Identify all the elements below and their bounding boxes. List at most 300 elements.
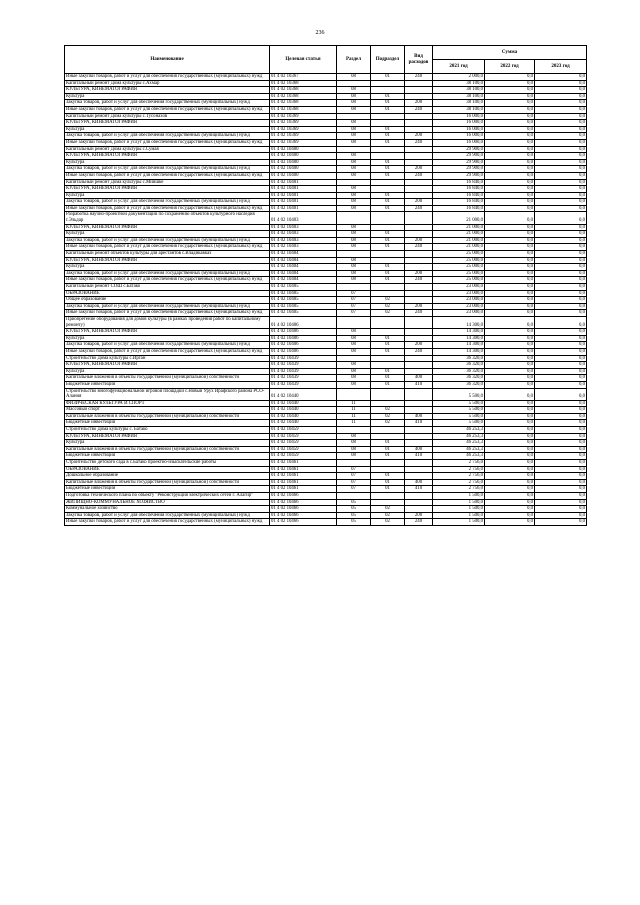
row-subsection: 01 — [371, 106, 405, 113]
row-name: КУЛЬТУРА, КИНЕМАТОГРАФИЯ — [65, 362, 270, 369]
row-target: 01 4 02 10466 — [270, 493, 337, 500]
table-row — [65, 237, 587, 244]
row-target: 01 4 02 10403 — [270, 231, 337, 238]
row-2022: 0,0 — [485, 440, 535, 447]
row-subsection: 01 — [371, 244, 405, 251]
row-target: 01 4 02 10440 — [270, 400, 337, 407]
row-subsection — [371, 316, 405, 328]
row-type — [405, 113, 433, 120]
row-2022: 0,0 — [485, 284, 535, 291]
row-type — [405, 297, 433, 304]
row-target: 01 4 02 10401 — [270, 186, 337, 193]
row-2022: 0,0 — [485, 205, 535, 212]
row-subsection — [371, 186, 405, 193]
row-2021: 14 300,0 — [433, 329, 485, 336]
header-row — [65, 46, 587, 60]
row-section: 11 — [337, 420, 371, 427]
row-subsection: 01 — [371, 473, 405, 480]
row-name: Массовый спорт — [65, 407, 270, 414]
row-2021: 2 756,0 — [433, 466, 485, 473]
row-type: 410 — [405, 453, 433, 460]
row-2022: 0,0 — [485, 139, 535, 146]
row-name: Культура — [65, 264, 270, 271]
row-type — [405, 251, 433, 258]
table-row — [65, 133, 587, 140]
row-2023: 0,0 — [535, 237, 587, 244]
row-type: 240 — [405, 244, 433, 251]
row-target: 01 4 02 10403 — [270, 237, 337, 244]
row-target: 01 4 02 10461 — [270, 486, 337, 493]
row-name: Капитальные вложения в объекты государственной (муниципальной) собственности — [65, 413, 270, 420]
table-row — [65, 277, 587, 284]
row-type — [405, 120, 433, 127]
row-subsection: 01 — [371, 479, 405, 486]
table-row — [65, 368, 587, 375]
row-name: Капитальные вложения в объекты государственной (муниципальной) собственности — [65, 446, 270, 453]
row-subsection — [371, 284, 405, 291]
table-row — [65, 146, 587, 153]
row-name: Закупка товаров, работ и услуг для обеспечения государственных (муниципальных) нужд — [65, 166, 270, 173]
table-row — [65, 310, 587, 317]
row-target: 01 4 02 10367 — [270, 74, 337, 81]
row-2022: 0,0 — [485, 199, 535, 206]
row-section: 08 — [337, 446, 371, 453]
row-name: Бюджетные инвестиции — [65, 420, 270, 427]
row-target: 01 4 02 10400 — [270, 172, 337, 179]
row-subsection: 01 — [371, 166, 405, 173]
table-row — [65, 460, 587, 467]
row-section — [337, 146, 371, 153]
row-2022: 0,0 — [485, 192, 535, 199]
row-2022: 0,0 — [485, 224, 535, 231]
row-type: 400 — [405, 375, 433, 382]
row-section: 08 — [337, 362, 371, 369]
row-2022: 0,0 — [485, 264, 535, 271]
row-type: 240 — [405, 519, 433, 526]
row-name: Закупка товаров, работ и услуг для обеспечения государственных (муниципальных) нужд — [65, 342, 270, 349]
row-type — [405, 80, 433, 87]
row-name: КУЛЬТУРА, КИНЕМАТОГРАФИЯ — [65, 224, 270, 231]
table-row — [65, 284, 587, 291]
row-2021: 23 000,0 — [433, 310, 485, 317]
table-row — [65, 506, 587, 513]
row-2023: 0,0 — [535, 342, 587, 349]
row-section: 08 — [337, 172, 371, 179]
table-row — [65, 440, 587, 447]
row-name: Культура — [65, 159, 270, 166]
row-2021: 25 000,0 — [433, 251, 485, 258]
row-subsection — [371, 212, 405, 224]
row-2022: 0,0 — [485, 375, 535, 382]
row-subsection: 01 — [371, 277, 405, 284]
row-name: КУЛЬТУРА, КИНЕМАТОГРАФИЯ — [65, 153, 270, 160]
table-row — [65, 159, 587, 166]
row-name: Капитальный ремонт Дома культуры с.Ахмар — [65, 80, 270, 87]
table-row — [65, 381, 587, 388]
row-target: 01 4 02 10368 — [270, 93, 337, 100]
row-2021: 5 500,0 — [433, 420, 485, 427]
row-target: 01 4 02 10459 — [270, 440, 337, 447]
row-subsection — [371, 466, 405, 473]
row-name: Иные закупки товаров, работ и услуг для обеспечения государственных (муниципальных) нужд — [65, 310, 270, 317]
row-2022: 0,0 — [485, 231, 535, 238]
row-2023: 0,0 — [535, 231, 587, 238]
row-type — [405, 466, 433, 473]
row-target: 01 4 02 10403 — [270, 244, 337, 251]
row-2023: 0,0 — [535, 400, 587, 407]
page-number: 236 — [315, 30, 325, 36]
header-section: Раздел — [337, 46, 371, 74]
row-2023: 0,0 — [535, 74, 587, 81]
row-2021: 25 000,0 — [433, 277, 485, 284]
row-2022: 0,0 — [485, 159, 535, 166]
row-section: 08 — [337, 257, 371, 264]
row-type — [405, 212, 433, 224]
row-2021: 23 000,0 — [433, 297, 485, 304]
row-section: 05 — [337, 512, 371, 519]
row-2021: 5 500,0 — [433, 400, 485, 407]
table-row — [65, 493, 587, 500]
row-2022: 0,0 — [485, 172, 535, 179]
row-type: 240 — [405, 205, 433, 212]
row-target: 01 4 02 10459 — [270, 453, 337, 460]
row-type: 200 — [405, 133, 433, 140]
row-subsection: 01 — [371, 93, 405, 100]
row-2021: 21 000,0 — [433, 231, 485, 238]
row-name: Строительство Дома культуры с. Батако — [65, 427, 270, 434]
row-2023: 0,0 — [535, 303, 587, 310]
row-section — [337, 493, 371, 500]
row-subsection: 01 — [371, 231, 405, 238]
row-name: Иные закупки товаров, работ и услуг для обеспечения государственных (муниципальных) нужд — [65, 519, 270, 526]
row-2021: 36 320,0 — [433, 355, 485, 362]
row-subsection — [371, 493, 405, 500]
row-2022: 0,0 — [485, 453, 535, 460]
row-type: 410 — [405, 486, 433, 493]
row-target: 01 4 02 10439 — [270, 355, 337, 362]
row-2021: 25 000,0 — [433, 257, 485, 264]
row-2021: 46 253,3 — [433, 433, 485, 440]
row-target: 01 4 02 10466 — [270, 499, 337, 506]
row-2023: 0,0 — [535, 420, 587, 427]
header-sum: Сумма — [433, 46, 587, 60]
row-target: 01 4 02 10404 — [270, 277, 337, 284]
row-target: 01 4 02 10439 — [270, 381, 337, 388]
row-subsection: 01 — [371, 74, 405, 81]
row-subsection: 02 — [371, 303, 405, 310]
row-2023: 0,0 — [535, 192, 587, 199]
row-section: 08 — [337, 133, 371, 140]
row-2023: 0,0 — [535, 120, 587, 127]
row-target: 01 4 02 10459 — [270, 427, 337, 434]
row-section — [337, 80, 371, 87]
row-2021: 38 100,0 — [433, 87, 485, 94]
row-target: 01 4 02 10404 — [270, 264, 337, 271]
row-target: 01 4 02 10368 — [270, 87, 337, 94]
row-name: Иные закупки товаров, работ и услуг для обеспечения государственных (муниципальных) нужд — [65, 106, 270, 113]
row-2022: 0,0 — [485, 212, 535, 224]
row-subsection: 02 — [371, 297, 405, 304]
row-section: 08 — [337, 166, 371, 173]
row-2023: 0,0 — [535, 133, 587, 140]
row-2023: 0,0 — [535, 348, 587, 355]
row-2023: 0,0 — [535, 499, 587, 506]
row-2023: 0,0 — [535, 473, 587, 480]
row-type — [405, 264, 433, 271]
table-row — [65, 355, 587, 362]
row-name: Дошкольное образование — [65, 473, 270, 480]
header-type: Вид расходов — [405, 46, 433, 74]
row-subsection — [371, 433, 405, 440]
row-2023: 0,0 — [535, 277, 587, 284]
row-2021: 36 320,0 — [433, 362, 485, 369]
row-section: 07 — [337, 473, 371, 480]
table-row — [65, 199, 587, 206]
row-name: КУЛЬТУРА, КИНЕМАТОГРАФИЯ — [65, 186, 270, 193]
row-type: 410 — [405, 420, 433, 427]
row-type — [405, 192, 433, 199]
table-row — [65, 362, 587, 369]
row-subsection: 01 — [371, 172, 405, 179]
row-type — [405, 506, 433, 513]
row-2021: 16 000,0 — [433, 113, 485, 120]
row-2023: 0,0 — [535, 199, 587, 206]
row-section — [337, 113, 371, 120]
row-section: 08 — [337, 335, 371, 342]
row-section: 08 — [337, 368, 371, 375]
row-2021: 16 840,0 — [433, 205, 485, 212]
row-2022: 0,0 — [485, 381, 535, 388]
row-type — [405, 388, 433, 400]
row-subsection — [371, 224, 405, 231]
row-section: 08 — [337, 264, 371, 271]
row-2021: 46 253,3 — [433, 446, 485, 453]
table-row — [65, 453, 587, 460]
row-2022: 0,0 — [485, 106, 535, 113]
row-name: Закупка товаров, работ и услуг для обеспечения государственных (муниципальных) нужд — [65, 133, 270, 140]
row-type — [405, 427, 433, 434]
row-target: 01 4 02 10369 — [270, 133, 337, 140]
row-2021: 23 000,0 — [433, 284, 485, 291]
row-section: 08 — [337, 237, 371, 244]
row-target: 01 4 02 10440 — [270, 407, 337, 414]
row-target: 01 4 02 10404 — [270, 251, 337, 258]
row-name: Закупка товаров, работ и услуг для обеспечения государственных (муниципальных) нужд — [65, 303, 270, 310]
row-2023: 0,0 — [535, 212, 587, 224]
row-2021: 36 320,0 — [433, 368, 485, 375]
row-2023: 0,0 — [535, 205, 587, 212]
row-target: 01 4 02 10406 — [270, 335, 337, 342]
header-subsection: Подраздел — [371, 46, 405, 74]
row-2023: 0,0 — [535, 290, 587, 297]
row-2023: 0,0 — [535, 100, 587, 107]
row-name: Культура — [65, 368, 270, 375]
row-name: Строительство многофункциональной игровой площадки с.Новый Урух Ирафского района РСО-Алания — [65, 388, 270, 400]
table-row — [65, 224, 587, 231]
row-section: 07 — [337, 310, 371, 317]
row-2022: 0,0 — [485, 93, 535, 100]
row-name: ЖИЛИЩНО-КОММУНАЛЬНОЕ ХОЗЯЙСТВО — [65, 499, 270, 506]
row-section: 11 — [337, 407, 371, 414]
row-subsection: 01 — [371, 237, 405, 244]
row-section: 08 — [337, 244, 371, 251]
row-subsection: 01 — [371, 335, 405, 342]
row-type — [405, 499, 433, 506]
table-row — [65, 407, 587, 414]
row-name: Культура — [65, 335, 270, 342]
row-2022: 0,0 — [485, 519, 535, 526]
row-section: 07 — [337, 303, 371, 310]
row-subsection — [371, 80, 405, 87]
table-row — [65, 446, 587, 453]
row-2021: 1 500,0 — [433, 499, 485, 506]
row-subsection — [371, 329, 405, 336]
row-name: Культура — [65, 231, 270, 238]
row-name: Бюджетные инвестиции — [65, 453, 270, 460]
row-subsection: 02 — [371, 407, 405, 414]
table-row — [65, 316, 587, 328]
row-2023: 0,0 — [535, 329, 587, 336]
row-2023: 0,0 — [535, 166, 587, 173]
table-row — [65, 413, 587, 420]
row-2022: 0,0 — [485, 186, 535, 193]
row-2023: 0,0 — [535, 427, 587, 434]
row-subsection — [371, 400, 405, 407]
row-type — [405, 231, 433, 238]
table-row — [65, 80, 587, 87]
row-subsection — [371, 153, 405, 160]
row-2022: 0,0 — [485, 303, 535, 310]
table-row — [65, 519, 587, 526]
row-2022: 0,0 — [485, 460, 535, 467]
row-type: 240 — [405, 74, 433, 81]
row-section: 08 — [337, 224, 371, 231]
row-2023: 0,0 — [535, 251, 587, 258]
row-type — [405, 284, 433, 291]
row-name: КУЛЬТУРА, КИНЕМАТОГРАФИЯ — [65, 329, 270, 336]
row-subsection: 01 — [371, 348, 405, 355]
row-2021: 21 000,0 — [433, 244, 485, 251]
row-section: 11 — [337, 413, 371, 420]
row-2021: 25 000,0 — [433, 270, 485, 277]
table-row — [65, 270, 587, 277]
row-name: Капитальный ремонт Дома культуры с.Мийшке — [65, 179, 270, 186]
row-2022: 0,0 — [485, 493, 535, 500]
row-subsection — [371, 120, 405, 127]
row-subsection: 02 — [371, 310, 405, 317]
row-2021: 38 100,0 — [433, 100, 485, 107]
row-type: 240 — [405, 277, 433, 284]
row-target: 01 4 02 10403 — [270, 224, 337, 231]
row-section: 08 — [337, 231, 371, 238]
row-section — [337, 355, 371, 362]
table-row — [65, 466, 587, 473]
row-2022: 0,0 — [485, 166, 535, 173]
row-section — [337, 251, 371, 258]
header-2021: 2021 год — [433, 60, 485, 74]
row-subsection: 01 — [371, 264, 405, 271]
row-subsection — [371, 355, 405, 362]
row-2021: 38 100,0 — [433, 106, 485, 113]
row-subsection: 01 — [371, 205, 405, 212]
table-row — [65, 106, 587, 113]
row-section: 08 — [337, 100, 371, 107]
row-section: 05 — [337, 506, 371, 513]
row-name: Закупка товаров, работ и услуг для обеспечения государственных (муниципальных) нужд — [65, 199, 270, 206]
row-subsection: 01 — [371, 159, 405, 166]
row-2023: 0,0 — [535, 368, 587, 375]
row-target: 01 4 02 10401 — [270, 199, 337, 206]
row-2022: 0,0 — [485, 297, 535, 304]
row-section: 08 — [337, 342, 371, 349]
row-target: 01 4 02 10440 — [270, 420, 337, 427]
row-2022: 0,0 — [485, 237, 535, 244]
table-row — [65, 192, 587, 199]
row-2021: 16 840,0 — [433, 199, 485, 206]
row-name: Общее образование — [65, 297, 270, 304]
row-name: Иные закупки товаров, работ и услуг для обеспечения государственных (муниципальных) нужд — [65, 277, 270, 284]
row-section: 08 — [337, 453, 371, 460]
row-2021: 16 000,0 — [433, 133, 485, 140]
row-2021: 16 000,0 — [433, 120, 485, 127]
row-2022: 0,0 — [485, 407, 535, 414]
row-2021: 16 000,0 — [433, 126, 485, 133]
row-2022: 0,0 — [485, 479, 535, 486]
row-type — [405, 159, 433, 166]
row-2021: 23 000,0 — [433, 303, 485, 310]
row-2021: 1 500,0 — [433, 506, 485, 513]
row-2023: 0,0 — [535, 257, 587, 264]
row-type — [405, 257, 433, 264]
row-type — [405, 362, 433, 369]
row-2021: 36 320,0 — [433, 375, 485, 382]
row-name: ОБРАЗОВАНИЕ — [65, 290, 270, 297]
row-name: КУЛЬТУРА, КИНЕМАТОГРАФИЯ — [65, 87, 270, 94]
row-type — [405, 290, 433, 297]
row-section: 08 — [337, 106, 371, 113]
table-row — [65, 433, 587, 440]
row-name: Строительство детского сада в с.Батако проектно-изыскательские работы — [65, 460, 270, 467]
table-row — [65, 420, 587, 427]
row-2023: 0,0 — [535, 440, 587, 447]
row-section: 07 — [337, 479, 371, 486]
row-target: 01 4 02 10400 — [270, 166, 337, 173]
table-row — [65, 499, 587, 506]
table-row — [65, 335, 587, 342]
table-row — [65, 120, 587, 127]
row-type — [405, 440, 433, 447]
table-row — [65, 297, 587, 304]
row-2022: 0,0 — [485, 100, 535, 107]
row-2021: 21 000,0 — [433, 212, 485, 224]
table-row — [65, 139, 587, 146]
row-section — [337, 316, 371, 328]
row-2021: 29 900,0 — [433, 166, 485, 173]
row-2021: 21 000,0 — [433, 224, 485, 231]
row-section: 08 — [337, 205, 371, 212]
row-target: 01 4 02 10400 — [270, 159, 337, 166]
row-name: Закупка товаров, работ и услуг для обеспечения государственных (муниципальных) нужд — [65, 100, 270, 107]
table-row — [65, 87, 587, 94]
row-name: КУЛЬТУРА, КИНЕМАТОГРАФИЯ — [65, 120, 270, 127]
row-type — [405, 93, 433, 100]
header-target: Целевая статья — [270, 46, 337, 74]
row-target: 01 4 02 10406 — [270, 348, 337, 355]
row-subsection: 01 — [371, 139, 405, 146]
row-section: 08 — [337, 153, 371, 160]
row-subsection: 02 — [371, 420, 405, 427]
row-type — [405, 316, 433, 328]
